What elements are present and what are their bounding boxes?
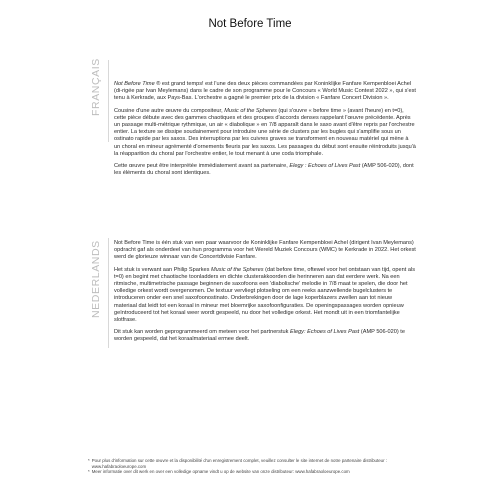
footer-note-dutch bbox=[88, 469, 418, 475]
text-run: Het stuk is verwant aan Philip Sparkes bbox=[114, 266, 212, 273]
dutch-text-block bbox=[114, 240, 416, 349]
footer-note-french-text: Pour plus d'information sur cette œuvre et la disponibilité d'un enregistrement complet, veuillez consulter le site internet de notre partenaire distributeur : www.hafabraoloeurope.com bbox=[91, 458, 387, 469]
text-run: Cousine d'une autre œuvre du compositeur, bbox=[114, 107, 225, 114]
section-label-dutch: NEDERLANDS bbox=[90, 240, 102, 318]
footnote-marker: * bbox=[88, 469, 90, 475]
text-run: (AMP 506-020), dont les éléments du choral sont identiques. bbox=[114, 163, 414, 177]
french-paragraph-2 bbox=[114, 108, 416, 158]
italic-title-run: Elegy : Echoes of Lives Past bbox=[289, 163, 361, 170]
page-title: Not Before Time bbox=[208, 18, 292, 30]
french-paragraph-3 bbox=[114, 163, 416, 177]
italic-title-run: Not Before Time bbox=[114, 81, 155, 87]
section-label-french: FRANÇAIS bbox=[90, 58, 102, 116]
footer-note-dutch-text: Meer informatie over dit werk en over een volledige opname vindt u op de website van onze distributeur: www.hafabraoloeurope.com bbox=[91, 469, 350, 475]
french-paragraph-1 bbox=[114, 81, 416, 103]
footer-note-french bbox=[88, 458, 418, 469]
italic-title-run: Elegy: Echoes of Lives Past bbox=[289, 329, 360, 336]
text-run: Cette œuvre peut être interprétée immédiatement avant sa partenaire, bbox=[114, 163, 290, 170]
dutch-paragraph-1 bbox=[114, 240, 416, 262]
text-run: Not Before Time is één stuk van een paar waarvoor de Koninklijke Fanfare Kempenbloei Achel (dirigent Ivan Meylemans) opdracht gaf als onderdeel van hun programma voor het Wereld Muziek Concours (WMC) te Kerkrade in 2022. Het orkest werd de glorieuze winnaar van de Concertdivisie Fanfare. bbox=[114, 240, 416, 261]
section-divider-dutch bbox=[108, 238, 109, 348]
french-text-block bbox=[114, 81, 416, 182]
text-run: (qui s'ouvre « before time » (avant l'heure) en t=0), cette pièce débute avec des gammes chaotiques et des groupes d'accords denses rappelant l'œuvre précédente. Après un passage multi-métrique rythmique, un air « diabolique » en 7/8 apparaît dans le saxo avant d'être repris par l'orchestre entier. La texture se dissipe soudainement pour introduire une série de clusters par les bugles qui s'amplifie sous un ostinato rapide par les saxos. Des interruptions par les cuivres graves se transforment en nouveau matériel qui mène à un choral en mineur agrémenté d'ornements fleuris par les saxos. Les passages du début sont ensuite réintroduits jusqu'à la réapparition du choral par l'orchestre entier, le tout menant à une coda triomphale. bbox=[114, 107, 416, 157]
footnote-marker: * bbox=[88, 458, 90, 463]
italic-title-run: Music of the Spheres bbox=[224, 107, 277, 114]
footer-notes bbox=[88, 458, 418, 475]
text-run: (dat before time, oftewel voor het ontstaan van tijd, opent als t=0) en begint met chaotische toonladders en dichte clusterakkoorden die herinneren aan dat eerdere werk. Na een ritmische, multimetrische passage beginnen de saxofoons een 'diabolische' melodie in 7/8 maat te spelen, die door het volledige orkest wordt overgenomen. De textuur vervliegt plotseling om een reeks aanzwellende bugelclusters te introduceren onder een snel saxofoonostinato. Onderbrekingen door de lage koperblazers zwellen aan tot nieuw materiaal dat leidt tot een koraal in mineur met bloemrijke saxofoonfiguraties. De openingspassages worden opnieuw geïntroduceerd tot het koraal weer wordt gespeeld, nu door het volledige orkest. Het mondt uit in een triomfantelijke slotfrase. bbox=[114, 266, 415, 324]
dutch-paragraph-3 bbox=[114, 329, 416, 343]
text-run: Dit stuk kan worden geprogrammeerd om meteen voor het partnerstuk bbox=[114, 329, 290, 336]
section-divider-french bbox=[108, 60, 109, 142]
italic-title-run: Music of the Spheres bbox=[211, 266, 264, 273]
dutch-paragraph-2 bbox=[114, 267, 416, 325]
text-run: ® est grand temps! est l'une des deux pièces commandées par Koninklijke Fanfare Kempenbloei Achel (di-rigée par Ivan Meylemans) dans le cadre de son programme pour le Concours « World Music Contest 2022 », qui s'est tenu à Kerkrade, aux Pays-Bas. L'orchestre a gagné le premier prix de la division « Fanfare Concert Division ». bbox=[114, 81, 416, 102]
text-run: (AMP 506-020) te worden gespeeld, dat het koraalmateriaal ermee deelt. bbox=[114, 329, 405, 343]
